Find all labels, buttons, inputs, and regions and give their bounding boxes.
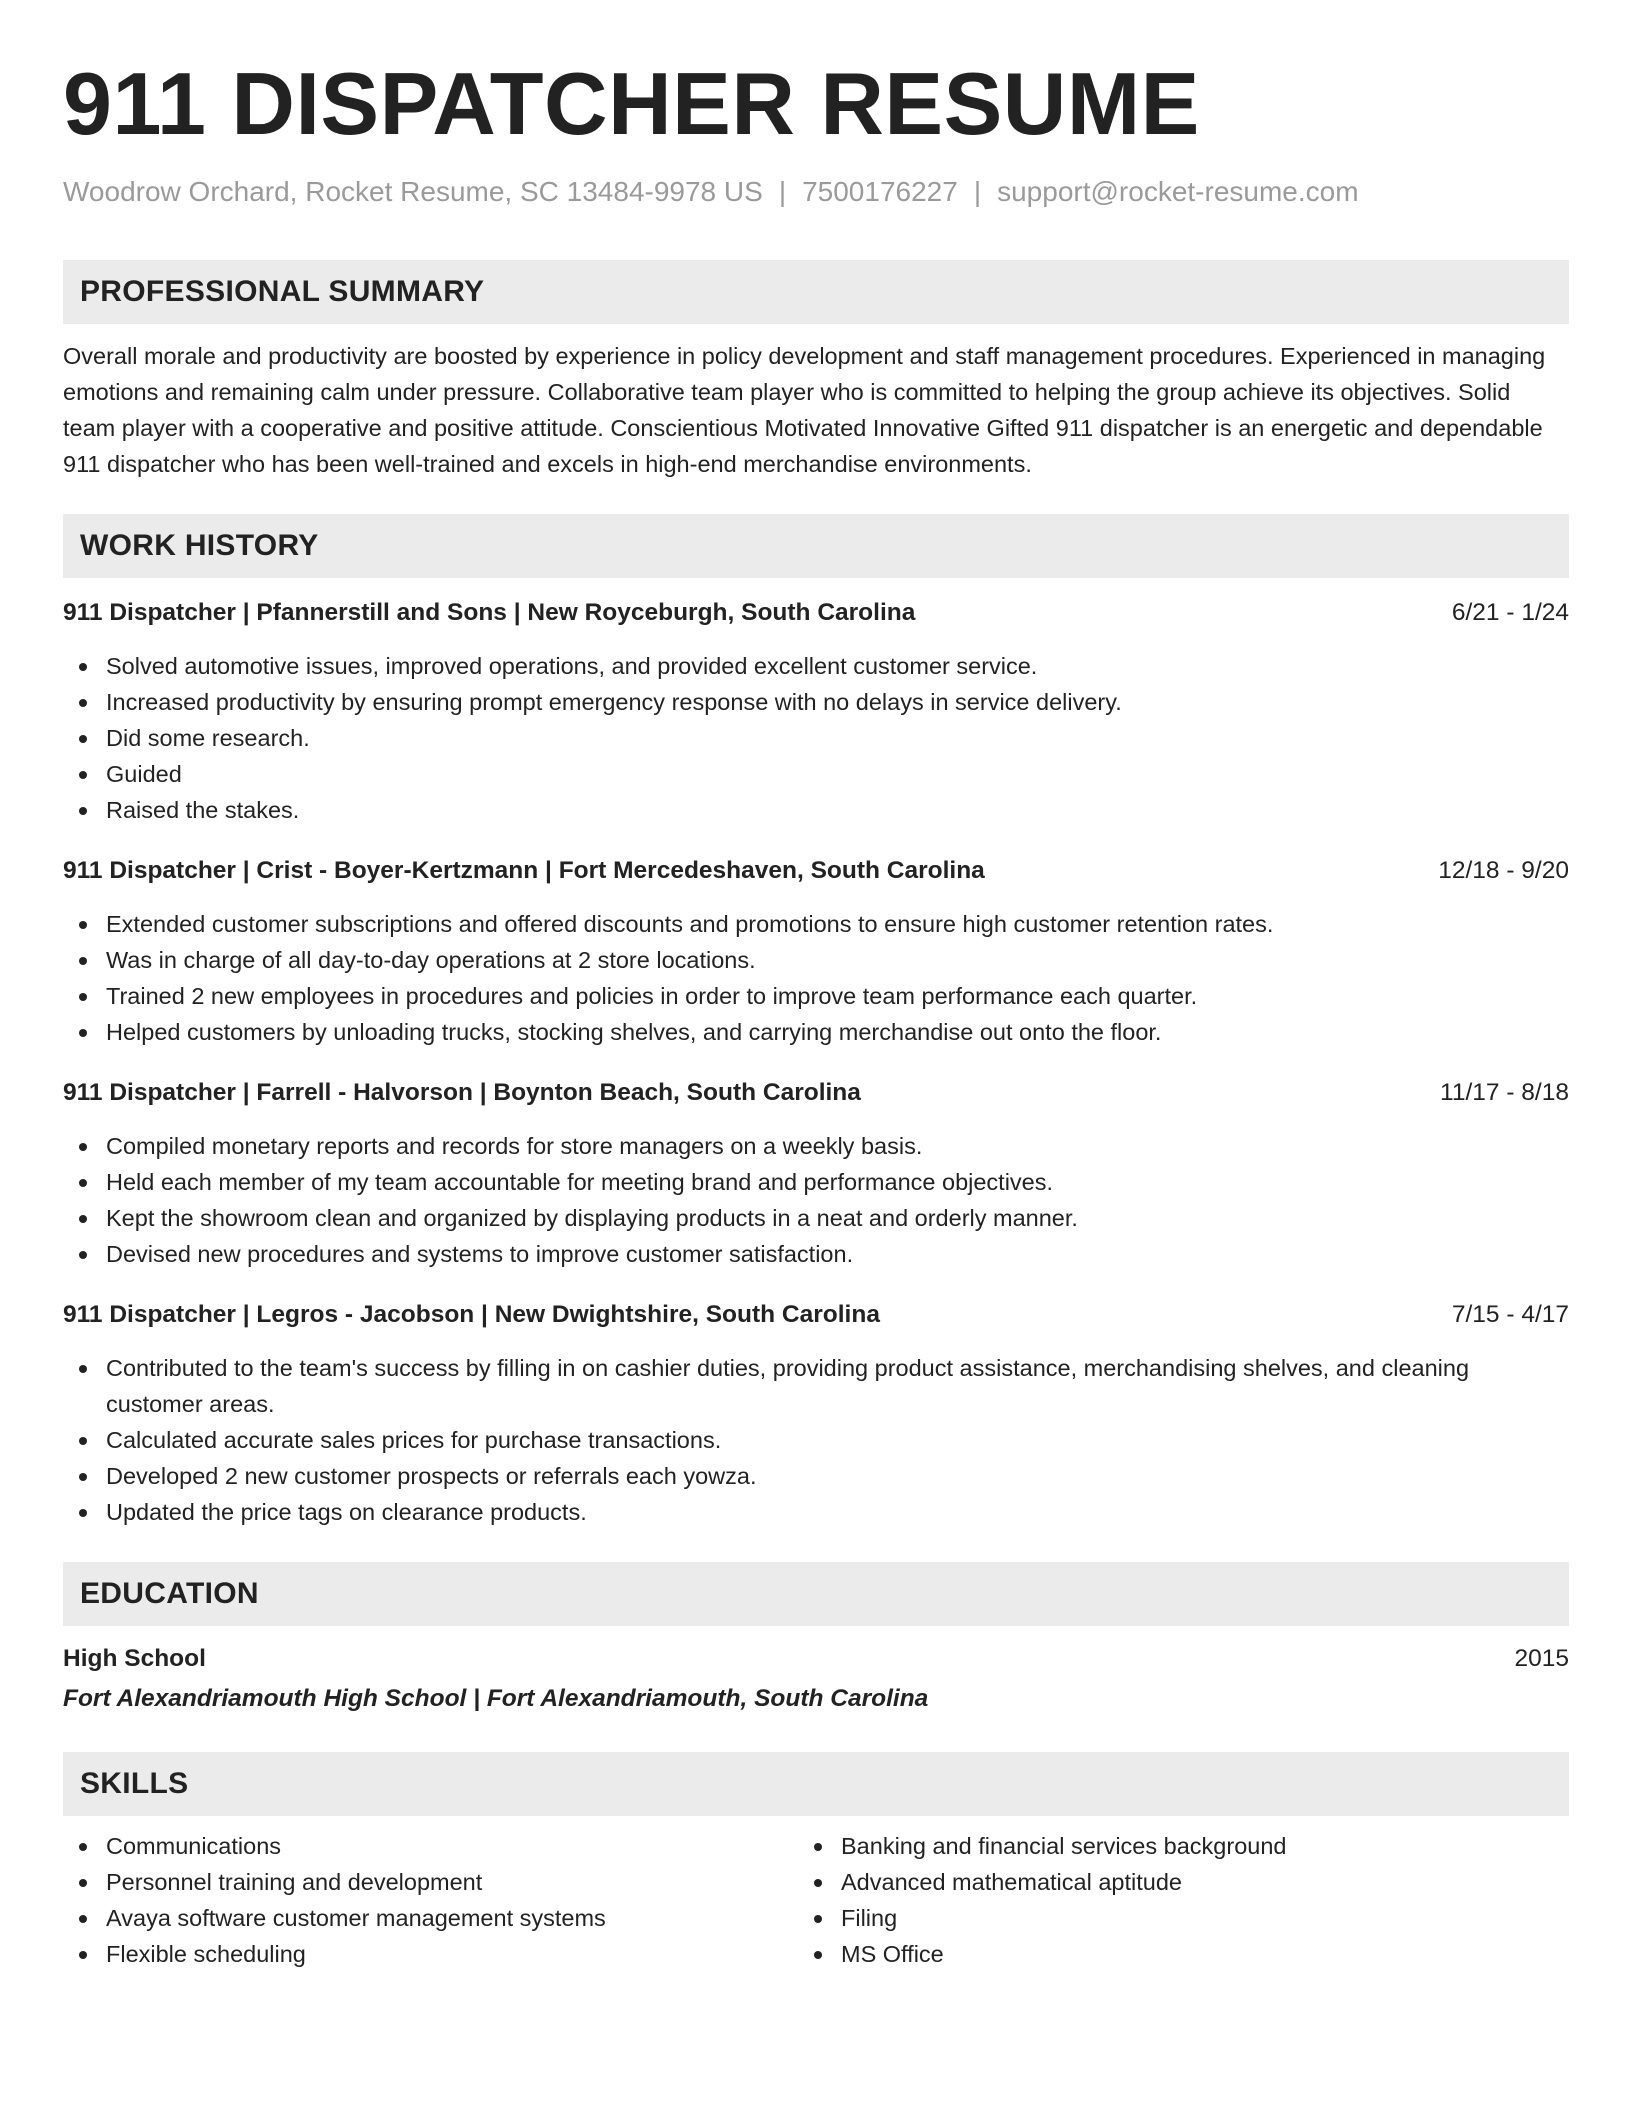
education-year: 2015 xyxy=(1514,1645,1569,1672)
job-dates: 7/15 - 4/17 xyxy=(1451,1301,1569,1328)
job-bullet: Extended customer subscriptions and offered discounts and promotions to ensure high customer retention rates. xyxy=(106,906,1569,942)
contact-separator: | xyxy=(778,176,787,207)
skills-list xyxy=(798,1828,1533,1972)
skill-item: Flexible scheduling xyxy=(106,1936,798,1972)
job-bullet: Held each member of my team accountable for meeting brand and performance objectives. xyxy=(106,1164,1569,1200)
job-bullet: Kept the showroom clean and organized by displaying products in a neat and orderly manner. xyxy=(106,1200,1569,1236)
job-header xyxy=(63,1298,1569,1332)
section-header-education: EDUCATION xyxy=(63,1562,1569,1626)
resume-title: 911 DISPATCHER RESUME xyxy=(63,54,1200,153)
job-bullet: Developed 2 new customer prospects or referrals each yowza. xyxy=(106,1458,1569,1494)
job-bullet: Was in charge of all day-to-day operations at 2 store locations. xyxy=(106,942,1569,978)
job-bullet: Helped customers by unloading trucks, stocking shelves, and carrying merchandise out onto the floor. xyxy=(106,1014,1569,1050)
job-bullets xyxy=(63,1350,1569,1530)
skill-item: Communications xyxy=(106,1828,798,1864)
contact-phone: 7500176227 xyxy=(802,176,958,207)
job-bullet: Devised new procedures and systems to improve customer satisfaction. xyxy=(106,1236,1569,1272)
education-degree: High School xyxy=(63,1645,206,1672)
job-bullet: Solved automotive issues, improved operations, and provided excellent customer service. xyxy=(106,648,1569,684)
job-bullet: Raised the stakes. xyxy=(106,792,1569,828)
job-bullet: Trained 2 new employees in procedures and policies in order to improve team performance each quarter. xyxy=(106,978,1569,1014)
job-bullets xyxy=(63,1128,1569,1272)
job-bullet: Increased productivity by ensuring prompt emergency response with no delays in service delivery. xyxy=(106,684,1569,720)
job-title: 911 Dispatcher | Legros - Jacobson | New Dwightshire, South Carolina xyxy=(63,1301,880,1328)
job-entry xyxy=(63,1076,1569,1272)
job-bullet: Compiled monetary reports and records for store managers on a weekly basis. xyxy=(106,1128,1569,1164)
section-header-skills: SKILLS xyxy=(63,1752,1569,1816)
contact-address: Woodrow Orchard, Rocket Resume, SC 13484-9978 US xyxy=(63,176,763,207)
contact-email: support@rocket-resume.com xyxy=(997,176,1359,207)
job-entry xyxy=(63,1298,1569,1530)
job-header xyxy=(63,1076,1569,1110)
job-entry xyxy=(63,854,1569,1050)
job-entry xyxy=(63,596,1569,828)
job-bullets xyxy=(63,648,1569,828)
skills-column-left xyxy=(63,1828,798,1972)
job-dates: 12/18 - 9/20 xyxy=(1438,857,1569,884)
job-title: 911 Dispatcher | Farrell - Halvorson | Boynton Beach, South Carolina xyxy=(63,1079,861,1106)
skill-item: Banking and financial services background xyxy=(841,1828,1533,1864)
contact-separator: | xyxy=(973,176,982,207)
skill-item: Avaya software customer management systems xyxy=(106,1900,798,1936)
job-bullet: Contributed to the team's success by filling in on cashier duties, providing product assistance, merchandising shelves, and cleaning customer areas. xyxy=(106,1350,1569,1422)
education-school: Fort Alexandriamouth High School | Fort Alexandriamouth, South Carolina xyxy=(63,1685,929,1712)
skills-grid xyxy=(63,1828,1569,1972)
job-title: 911 Dispatcher | Crist - Boyer-Kertzmann | Fort Mercedeshaven, South Carolina xyxy=(63,857,985,884)
skills-column-right xyxy=(798,1828,1533,1972)
job-title: 911 Dispatcher | Pfannerstill and Sons | New Royceburgh, South Carolina xyxy=(63,599,916,626)
job-header xyxy=(63,854,1569,888)
skill-item: Personnel training and development xyxy=(106,1864,798,1900)
job-bullet: Updated the price tags on clearance products. xyxy=(106,1494,1569,1530)
job-bullet: Calculated accurate sales prices for purchase transactions. xyxy=(106,1422,1569,1458)
skills-list xyxy=(63,1828,798,1972)
job-dates: 11/17 - 8/18 xyxy=(1440,1079,1569,1106)
summary-text: Overall morale and productivity are boosted by experience in policy development and staff management procedures. Experienced in managing emotions and remaining calm under pressure. Collaborative team player who is committed to helping the group achieve its objectives. Solid team player with a cooperative and positive attitude. Conscientious Motivated Innovative Gifted 911 dispatcher is an energetic and dependable 911 dispatcher who has been well-trained and excels in high-end merchandise environments. xyxy=(63,343,1546,477)
job-dates: 6/21 - 1/24 xyxy=(1451,599,1569,626)
section-header-summary: PROFESSIONAL SUMMARY xyxy=(63,260,1569,324)
job-bullet: Did some research. xyxy=(106,720,1569,756)
education-header xyxy=(63,1642,1569,1676)
section-header-work-history: WORK HISTORY xyxy=(63,514,1569,578)
skill-item: MS Office xyxy=(841,1936,1533,1972)
contact-line xyxy=(63,174,1569,210)
skill-item: Advanced mathematical aptitude xyxy=(841,1864,1533,1900)
job-header xyxy=(63,596,1569,630)
skill-item: Filing xyxy=(841,1900,1533,1936)
job-bullet: Guided xyxy=(106,756,1569,792)
job-bullets xyxy=(63,906,1569,1050)
